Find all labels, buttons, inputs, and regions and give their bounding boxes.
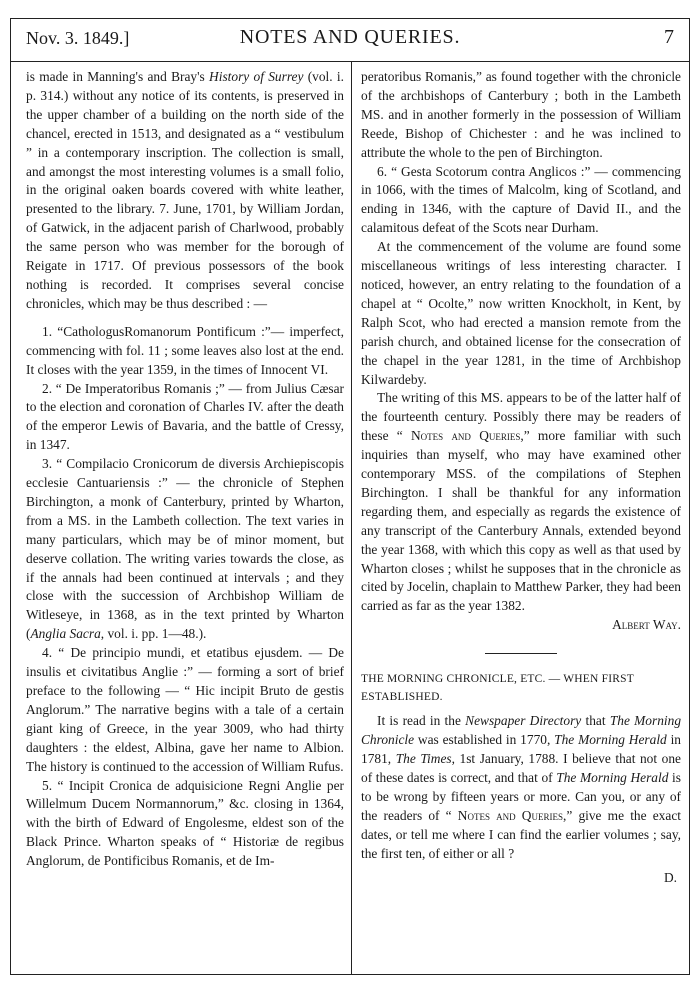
query-paragraph: It is read in the Newspaper Directory that The Morning Chronicle was established in 1770, The Morning Herald in 1781, The Times, 1st January, 1788. I believe that not one of these dates is correct, and that of The Morning Herald is to be wrong by fifteen years or more. Can you, or any of the readers of “ Notes and Queries,” give me the exact dates, or tell me where I can find the earlier volumes ; say, the first ten, of either or all ?	[361, 713, 682, 861]
chronicle-item-3: 3. “ Compilacio Cronicorum de diversis Archiepiscopis ecclesie Cantuariensis :” — the chronicle of Stephen Birchington, a monk of Canterbury, printed by Wharton, from a MS. in the Lambeth collection. The text varies in many particulars, which may be of minor moment, but deserve collation. The writing varies towards the close, as if the annals had been continued at intervals ; and they close with the succession of Archbishop William de Witleseye, in 1368, as in the text printed by Wharton (Anglia Sacra, vol. i. pp. 1—48.).	[26, 456, 344, 642]
left-column	[26, 68, 344, 871]
query-signature: D.	[663, 870, 677, 886]
issue-date: Nov. 3. 1849.]	[26, 28, 130, 48]
chronicle-item-1: 1. “CathologusRomanorum Pontificum :”— imperfect, commencing with fol. 11 ; some leaves also lost at the end. It closes with the year 1359, in the times of Innocent VI.	[26, 323, 344, 377]
running-header	[10, 18, 690, 62]
continued-paragraph: peratoribus Romanis,” as found together with the chronicle of the archbishops of Canterbury ; both in the Lambeth MS. and in another formerly in the possession of William Reede, Bishop of Chichester : and he was inclined to attribute the whole to the pen of Birchington.	[361, 69, 681, 160]
chronicle-item-5: 5. “ Incipit Cronica de adquisicione Regni Anglie per Willelmum Ducem Normannorum,” &c. closing in 1364, with the birth of Edward of Engolesme, eldest son of the Black Prince. Wharton speaks of “ Historiæ de regibus Anglorum, de Pontificibus Romanis, et de Im-	[26, 777, 344, 869]
right-column	[361, 68, 681, 888]
page-number: 7	[664, 26, 674, 48]
author-signature: Albert Way.	[612, 617, 681, 633]
column-divider	[351, 62, 352, 975]
writing-paragraph: The writing of this MS. appears to be of the latter half of the fourteenth century. Possibly there may be readers of these “ Notes and Queries,” more familiar with such inquiries than myself, who may have examined other contemporary MSS. of the compilations of Stephen Birchington. I shall be thankful for any information regarding them, and especially as regards the existence of any transcript of the Canterbury Annals, extended beyond the year 1368, with which this copy as well as that used by Wharton closes ; whilst he supposes that in the chronicle as cited by Jocelin, chaplain to Matthew Parker, they had been carried as far as the year 1382.	[361, 390, 681, 614]
chronicle-item-2: 2. “ De Imperatoribus Romanis ;” — from Julius Cæsar to the election and coronation of Charles IV. after the death of the emperor Lewis of Bavaria, and the battle of Cressy, in 1347.	[26, 380, 344, 453]
intro-paragraph: is made in Manning's and Bray's History of Surrey (vol. i. p. 314.) without any notice of its contents, is preserved in the upper chamber of a building on the north side of the chancel, erected in 1513, and designated as a “ vestibulum ” in a contemporary inscription. The collection is small, and amongst the most interesting volumes is a small folio, in the original oaken boards covered with white leather, presented to the library. 7. June, 1701, by William Jordan, of Gatwick, in the adjacent parish of Charlwood, probably the same person who was member for the borough of Reigate in 1717. Of previous possessors of the book nothing is recorded. It comprises several concise chronicles, which may be thus described : —	[26, 69, 344, 311]
journal-title: NOTES AND QUERIES.	[239, 26, 461, 48]
section-divider	[485, 653, 557, 654]
section-heading: THE MORNING CHRONICLE, ETC. — WHEN FIRST ESTABLISHED.	[361, 673, 634, 704]
commencement-paragraph: At the commencement of the volume are found some miscellaneous writings of less interesting character. I noticed, however, an entry relating to the foundation of a chapel at “ Ocolte,” now written Knockholt, in Kent, by Ralph Scot, who had erected a mansion remote from the parish church, and obtained license for the consecration of the chapel in the year 1281, in the time of Archbishop Kilwardeby.	[361, 239, 681, 387]
chronicle-item-6: 6. “ Gesta Scotorum contra Anglicos :” — commencing in 1066, with the times of Malcolm, king of Scotland, and ending in 1346, with the capture of David II., and the calamitous defeat of the Scots near Durham.	[361, 163, 681, 236]
chronicle-item-4: 4. “ De principio mundi, et etatibus ejusdem. — De insulis et civitatibus Anglie :” — forming a sort of brief preface to the following — “ Hic incipit Bruto de gestis Anglorum.” The narrative begins with a tale of a certain giant king of Greece, in the year 3009, who had thirty daughters : the eldest, Albina, gave her name to Albion. The history is continued to the accession of William Rufus.	[26, 645, 344, 774]
